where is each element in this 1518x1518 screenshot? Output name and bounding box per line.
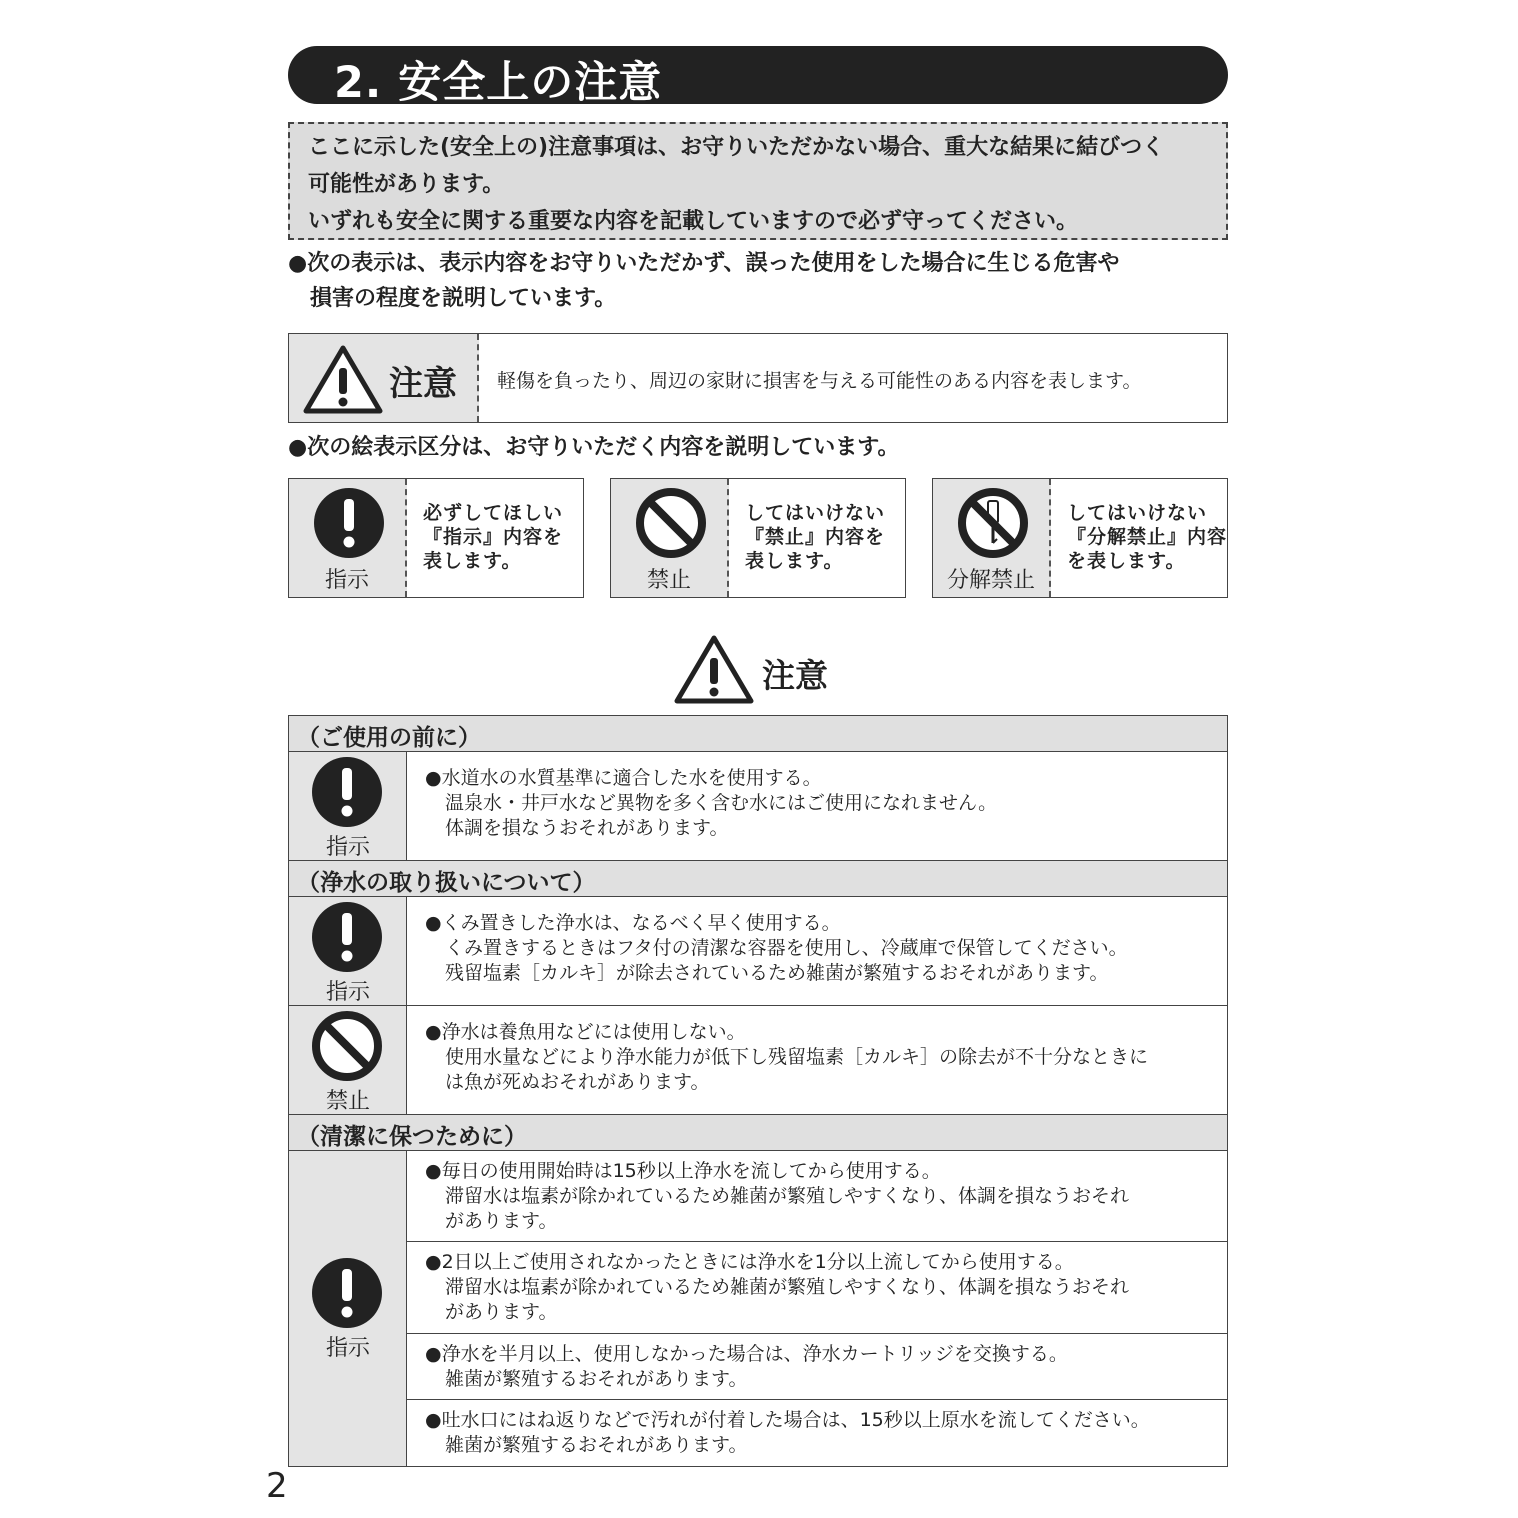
intro-line-3: いずれも安全に関する重要な内容を記載していますので必ず守ってください。 (308, 209, 1079, 234)
pictogram-desc (745, 501, 885, 573)
row-text-line: ●浄水は養魚用などには使用しない。 (425, 1021, 746, 1043)
prohibition-icon (635, 487, 707, 559)
no-disassembly-icon (957, 487, 1029, 559)
row-text-line: 残留塩素［カルキ］が除去されているため雑菌が繁殖するおそれがあります。 (445, 962, 1109, 984)
section-header-water-handling (289, 861, 1227, 897)
row-text-line: があります。 (445, 1301, 558, 1323)
row-text-line: 温泉水・井戸水など異物を多く含む水にはご使用になれません。 (445, 792, 998, 814)
exclamation-circle-icon (313, 487, 385, 559)
caution-row-aquarium (289, 1006, 1227, 1115)
pictogram-box-prohibition (610, 478, 906, 598)
pictogram-label: 分解禁止 (946, 568, 1035, 593)
row-icon-label: 禁止 (325, 1089, 370, 1114)
row-text-line: は魚が死ぬおそれがあります。 (445, 1071, 710, 1093)
caution-definition-desc: 軽傷を負ったり、周辺の家財に損害を与える可能性のある内容を表します。 (497, 370, 1142, 392)
cleanliness-item-daily (407, 1151, 1227, 1242)
intro-line-1: ここに示した(安全上の)注意事項は、お守りいただかない場合、重大な結果に結びつく (308, 135, 1165, 160)
warning-triangle-icon (303, 344, 383, 414)
row-text-line: ●2日以上ご使用されなかったときには浄水を1分以上流してから使用する。 (425, 1251, 1074, 1273)
pictogram-desc-line: 必ずしてほしい (423, 502, 564, 524)
exclamation-circle-icon (311, 901, 383, 973)
intro-notice-box (288, 122, 1228, 240)
caution-definition-label-cell (289, 334, 479, 422)
caution-row-cleanliness (289, 1151, 1227, 1466)
cleanliness-item-two-days (407, 1242, 1227, 1334)
warning-triangle-icon (674, 634, 754, 704)
pictogram-desc-line: 『分解禁止』内容 (1067, 526, 1228, 548)
pictogram-desc-line: してはいけない (1067, 502, 1208, 524)
row-text-line: ●毎日の使用開始時は15秒以上浄水を流してから使用する。 (425, 1160, 941, 1182)
intro-line-2: 可能性があります。 (308, 172, 505, 197)
pictogram-desc (1067, 501, 1227, 573)
row-text (425, 911, 1128, 986)
section-header-cleanliness (289, 1115, 1227, 1151)
section-header-before-use (289, 716, 1227, 752)
section-title-bar (288, 46, 1228, 108)
pictogram-desc (423, 501, 563, 573)
row-text-line: があります。 (445, 1210, 558, 1232)
row-text (425, 766, 997, 841)
caution-heading (674, 634, 844, 704)
row-icon-label: 指示 (325, 980, 370, 1005)
pictogram-note: ●次の絵表示区分は、お守りいただく内容を説明しています。 (288, 435, 900, 460)
row-text-line: 滞留水は塩素が除かれているため雑菌が繁殖しやすくなり、体調を損なうおそれ (445, 1185, 1130, 1207)
display-note (288, 246, 1119, 316)
exclamation-circle-icon (311, 756, 383, 828)
section-header-label: （浄水の取り扱いについて） (297, 870, 596, 896)
section-header-label: （ご使用の前に） (297, 725, 481, 751)
row-text-line: 滞留水は塩素が除かれているため雑菌が繁殖しやすくなり、体調を損なうおそれ (445, 1276, 1130, 1298)
row-text-line: 雑菌が繁殖するおそれがあります。 (445, 1368, 748, 1390)
row-text-line: ●くみ置きした浄水は、なるべく早く使用する。 (425, 912, 841, 934)
pictogram-box-no-disassembly (932, 478, 1228, 598)
caution-table (288, 715, 1228, 1467)
display-note-line-2: 損害の程度を説明しています。 (288, 286, 617, 311)
row-text-line: 体調を損なうおそれがあります。 (445, 817, 729, 839)
pictogram-desc-line: 表します。 (423, 550, 522, 572)
row-text-line: ●浄水を半月以上、使用しなかった場合は、浄水カートリッジを交換する。 (425, 1343, 1068, 1365)
row-text-line: 使用水量などにより浄水能力が低下し残留塩素［カルキ］の除去が不十分なときに (445, 1046, 1149, 1068)
row-text-line: ●吐水口にはね返りなどで汚れが付着した場合は、15秒以上原水を流してください。 (425, 1409, 1150, 1431)
pictogram-desc-line: 『指示』内容を (423, 526, 564, 548)
caution-definition-label: 注意 (389, 364, 457, 404)
pictogram-desc-line: 表します。 (745, 550, 844, 572)
caution-heading-label: 注意 (762, 656, 828, 695)
prohibition-icon (311, 1010, 383, 1082)
pictogram-label: 指示 (324, 568, 369, 593)
row-text-line: 雑菌が繁殖するおそれがあります。 (445, 1434, 748, 1456)
row-text-line: くみ置きするときはフタ付の清潔な容器を使用し、冷蔵庫で保管してください。 (445, 937, 1128, 959)
pictogram-desc-line: してはいけない (745, 502, 886, 524)
pictogram-box-instruction (288, 478, 584, 598)
caution-definition-box (288, 333, 1228, 423)
section-header-label: （清潔に保つために） (297, 1124, 527, 1150)
row-icon-label: 指示 (325, 835, 370, 860)
pictogram-label: 禁止 (646, 568, 691, 593)
section-title: 2. 安全上の注意 (334, 58, 663, 108)
row-text (425, 1020, 1148, 1095)
display-note-line-1: ●次の表示は、表示内容をお守りいただかず、誤った使用をした場合に生じる危害や (288, 251, 1120, 276)
exclamation-circle-icon (311, 1257, 383, 1329)
cleanliness-item-half-month (407, 1334, 1227, 1400)
caution-row-stored-water (289, 897, 1227, 1006)
caution-row-water-quality (289, 752, 1227, 861)
pictogram-desc-line: を表します。 (1067, 550, 1186, 572)
row-icon-label: 指示 (325, 1336, 370, 1361)
cleanliness-item-spout (407, 1400, 1227, 1466)
row-text-line: ●水道水の水質基準に適合した水を使用する。 (425, 767, 822, 789)
pictogram-desc-line: 『禁止』内容を (745, 526, 886, 548)
page-number: 2 (266, 1466, 288, 1506)
